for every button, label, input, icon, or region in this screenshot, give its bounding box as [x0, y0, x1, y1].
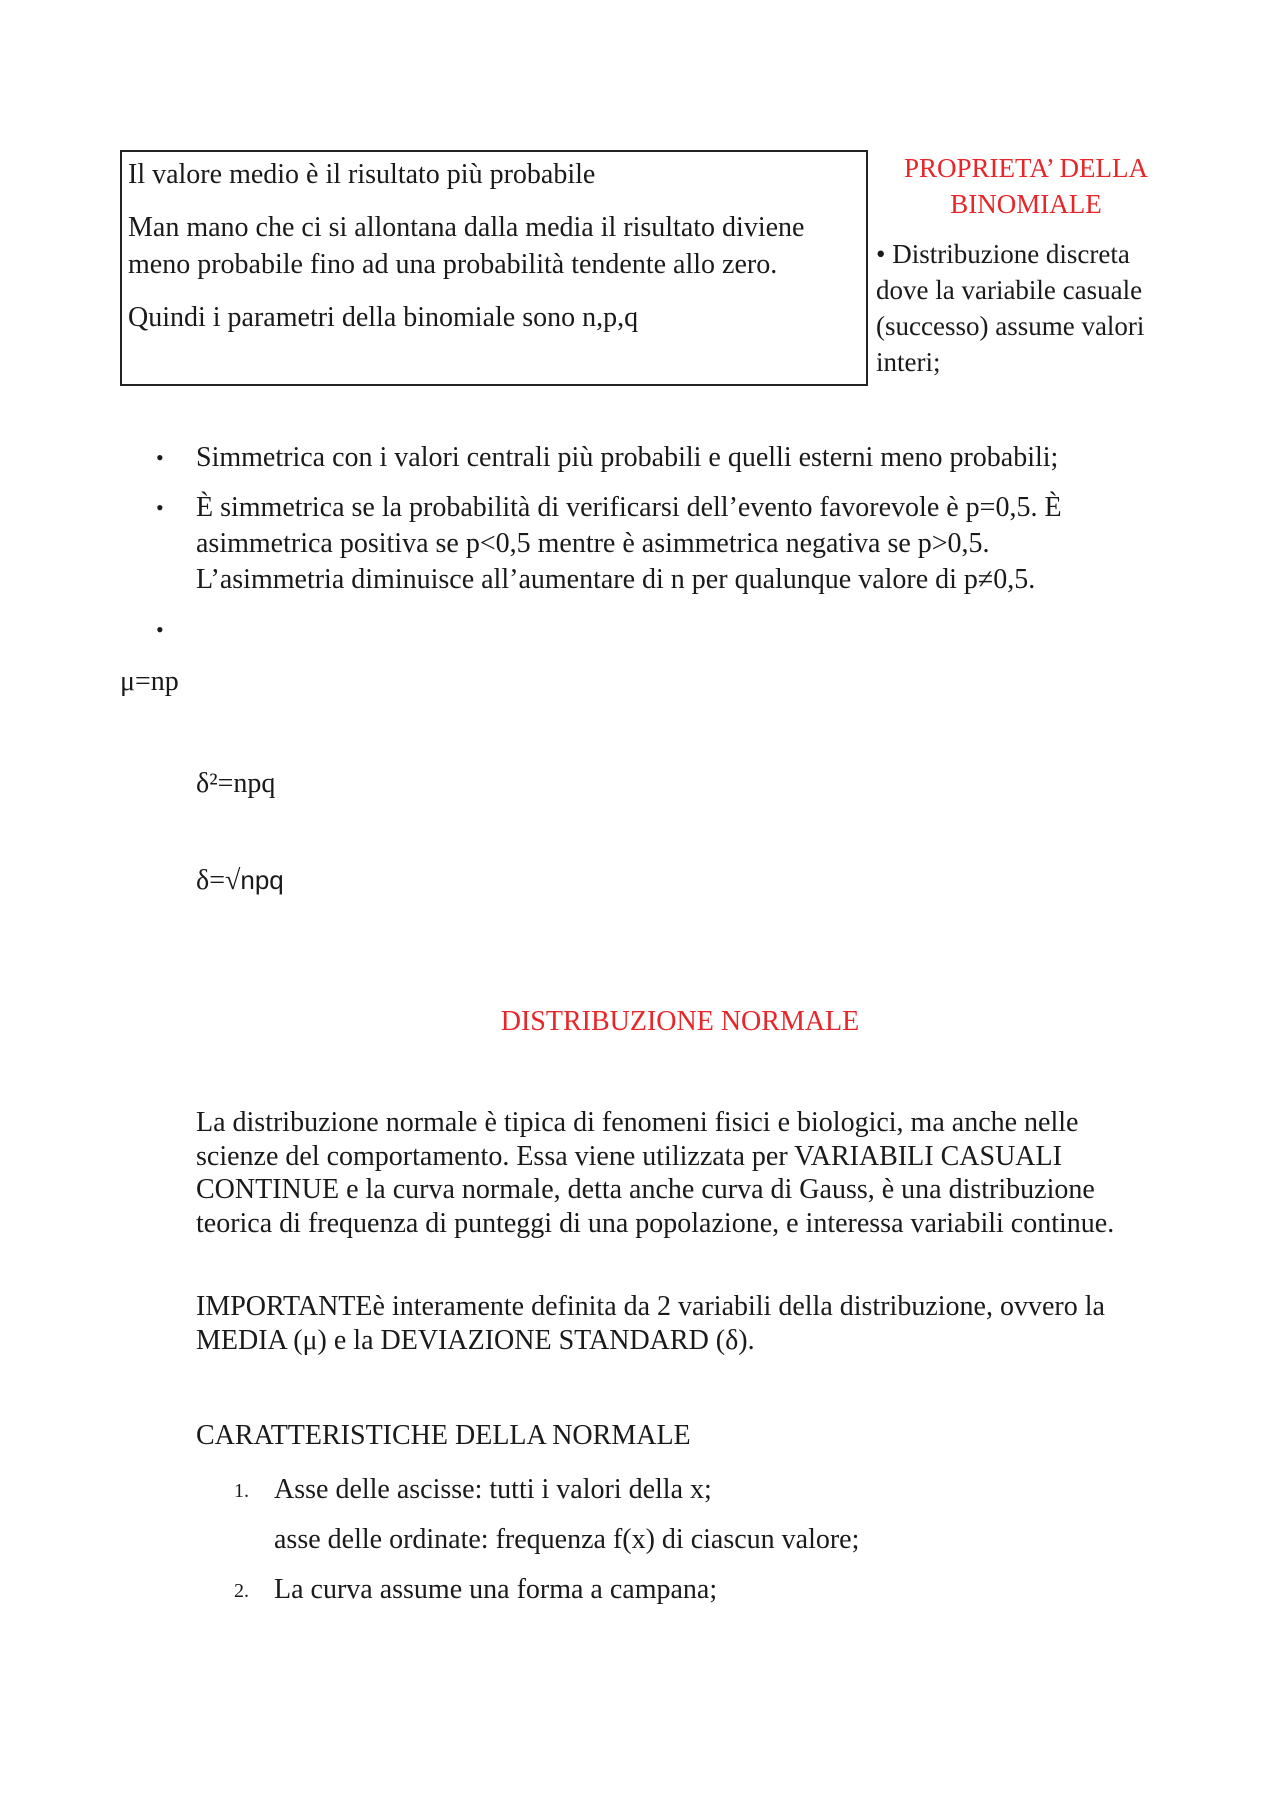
- characteristics-heading: CARATTERISTICHE DELLA NORMALE: [196, 1420, 691, 1451]
- properties-bullet-list: [120, 440, 1140, 662]
- stddev-formula-symbol: δ=√: [196, 865, 241, 896]
- box-line-3: Quindi i parametri della binomiale sono n,p,q: [128, 302, 639, 333]
- list-item-text: È simmetrica se la probabilità di verificarsi dell’evento favorevole è p=0,5. È asimmetrica positiva se p<0,5 mentre è asimmetrica negativa se p>0,5. L’asimmetria diminuisce all’aumentare di n per qualunque valore di p≠0,5.: [196, 492, 1062, 595]
- section-title-normal: DISTRIBUZIONE NORMALE: [500, 1006, 860, 1037]
- sidebar-body: • Distribuzione discreta dove la variabile casuale (successo) assume valori interi;: [876, 239, 1145, 377]
- bullet-icon: •: [156, 495, 164, 520]
- characteristics-list: [196, 1472, 1156, 1622]
- bullet-icon: •: [156, 445, 164, 470]
- bullet-icon: •: [156, 617, 164, 642]
- sidebar-title: PROPRIETA’ DELLA BINOMIALE: [903, 153, 1149, 219]
- normal-paragraph-2: IMPORTANTEè interamente definita da 2 variabili della distribuzione, ovvero la MEDIA (μ) e la DEVIAZIONE STANDARD (δ).: [196, 1291, 1105, 1356]
- highlight-box: [120, 150, 868, 386]
- list-number: 2.: [234, 1580, 249, 1602]
- list-item-text: La curva assume una forma a campana;: [274, 1574, 718, 1605]
- list-item-subtext: asse delle ordinate: frequenza f(x) di ciascun valore;: [274, 1524, 860, 1555]
- stddev-formula-rest: npq: [240, 865, 284, 895]
- list-item: [120, 490, 1140, 598]
- box-line-1: Il valore medio è il risultato più probabile: [128, 159, 596, 190]
- list-item-text: Asse delle ascisse: tutti i valori della x;: [274, 1474, 712, 1505]
- normal-paragraph-1: La distribuzione normale è tipica di fenomeni fisici e biologici, ma anche nelle scienze del comportamento. Essa viene utilizzata per VARIABILI CASUALI CONTINUE e la curva normale, detta anche curva di Gauss, è una distribuzione teorica di frequenza di punteggi di una popolazione, e interessa variabili continue.: [196, 1107, 1115, 1239]
- stddev-formula: [196, 862, 284, 899]
- binomial-properties-sidebar: [876, 150, 1176, 380]
- list-item: [196, 1572, 1156, 1608]
- variance-formula: δ²=npq: [196, 768, 276, 799]
- list-number: 1.: [234, 1480, 249, 1502]
- list-item-text: Simmetrica con i valori centrali più probabili e quelli esterni meno probabili;: [196, 442, 1059, 473]
- list-item: [120, 612, 1140, 648]
- mean-formula: μ=np: [120, 666, 179, 697]
- list-item: [120, 440, 1140, 476]
- list-item: [196, 1472, 1156, 1558]
- box-line-2: Man mano che ci si allontana dalla media il risultato diviene meno probabile fino ad una probabilità tendente allo zero.: [128, 212, 805, 280]
